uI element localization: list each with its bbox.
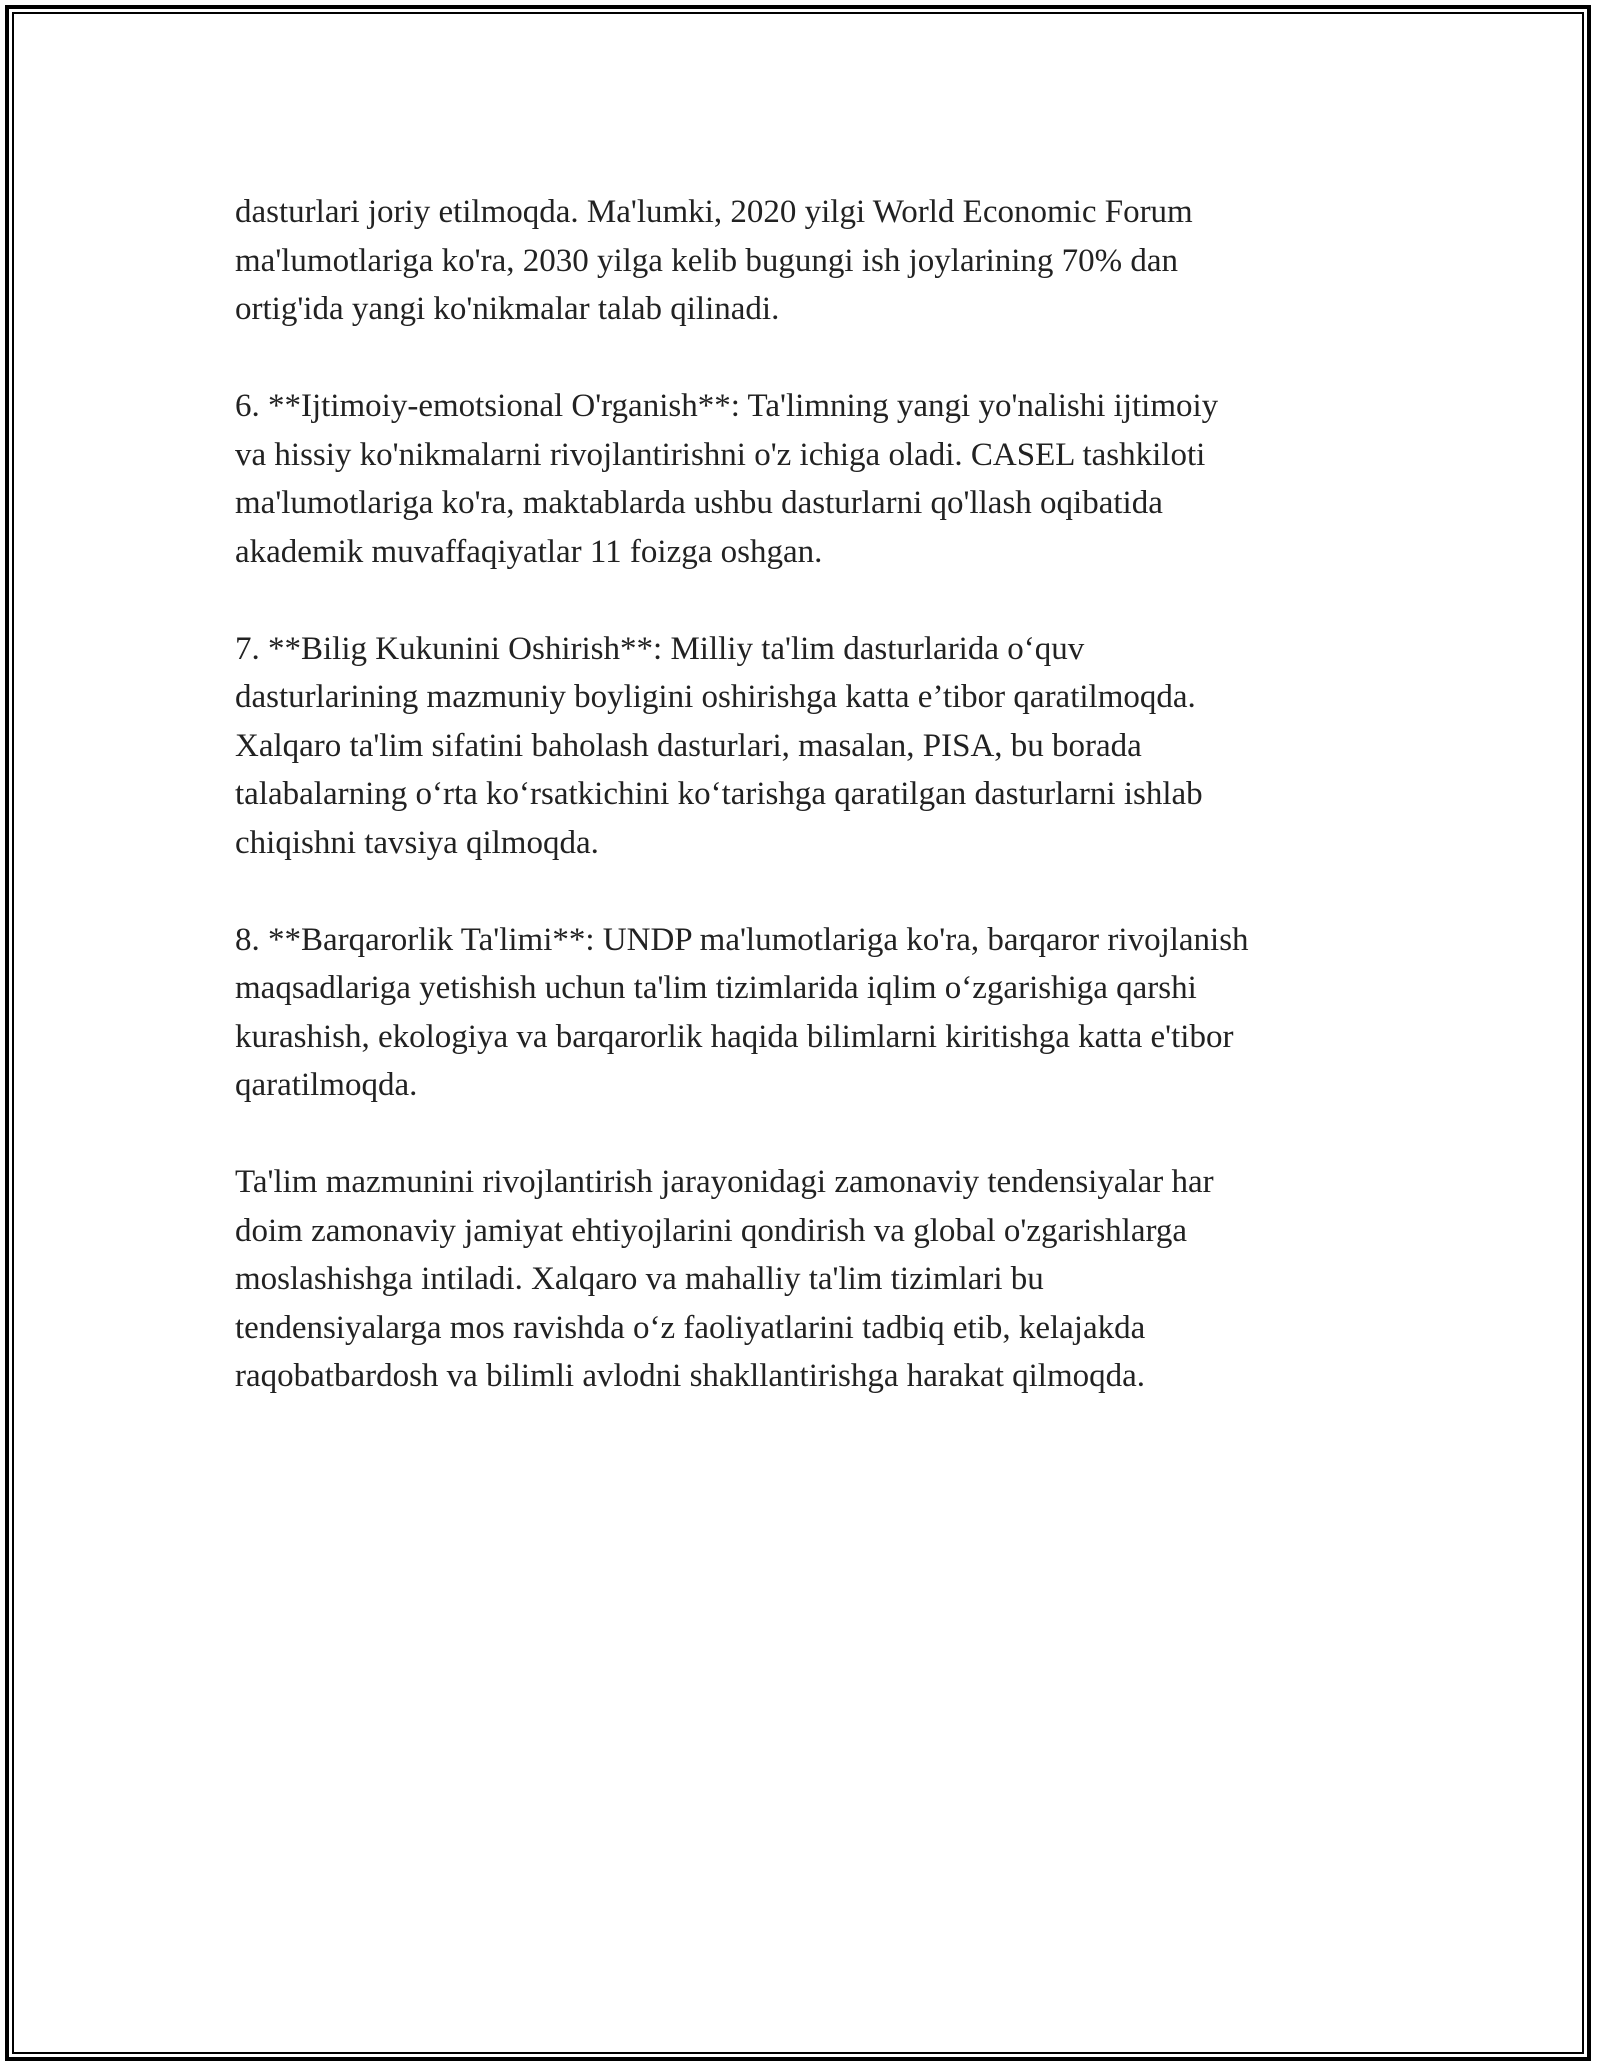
paragraph-conclusion: Ta'lim mazmunini rivojlantirish jarayonidagi zamonaviy tendensiyalar har doim zamonaviy jamiyat ehtiyojlarini qondirish va global o'zgarishlarga moslashishga intiladi. Xalqaro va mahalliy ta'lim tizimlari bu tendensiyalarga mos ravishda o‘z faoliyatlarini tadbiq etib, kelajakda raqobatbardosh va bilimli avlodni shakllantirishga harakat qilmoqda. [235, 1164, 1214, 1394]
paragraph-item-7: 7. **Bilig Kukunini Oshirish**: Milliy ta'lim dasturlarida o‘quv dasturlarining mazmuniy boyligini oshirishga katta e’tibor qaratilmoqda. Xalqaro ta'lim sifatini baholash dasturlari, masalan, PISA, bu borada talabalarning o‘rta ko‘rsatkichini ko‘tarishga qaratilgan dasturlarni ishlab chiqishni tavsiya qilmoqda. [235, 630, 1203, 861]
paragraph-item-8: 8. **Barqarorlik Ta'limi**: UNDP ma'lumotlariga ko'ra, barqaror rivojlanish maqsadlariga yetishish uchun ta'lim tizimlarida iqlim o‘zgarishiga qarshi kurashish, ekologiya va barqarorlik haqida bilimlarni kiritishga katta e'tibor qaratilmoqda. [235, 921, 1249, 1103]
document-body [235, 188, 1390, 1449]
paragraph-item-6: 6. **Ijtimoiy-emotsional O'rganish**: Ta'limning yangi yo'nalishi ijtimoiy va hissiy ko'nikmalarni rivojlantirishni o'z ichiga oladi. CASEL tashkiloti ma'lumotlariga ko'ra, maktablarda ushbu dasturlarni qo'llash oqibatida akademik muvaffaqiyatlar 11 foizga oshgan. [235, 388, 1219, 570]
paragraph-continuation: dasturlari joriy etilmoqda. Ma'lumki, 2020 yilgi World Economic Forum ma'lumotlariga ko'ra, 2030 yilga kelib bugungi ish joylarining 70% dan ortig'ida yangi ko'nikmalar talab qilinadi. [235, 194, 1193, 327]
